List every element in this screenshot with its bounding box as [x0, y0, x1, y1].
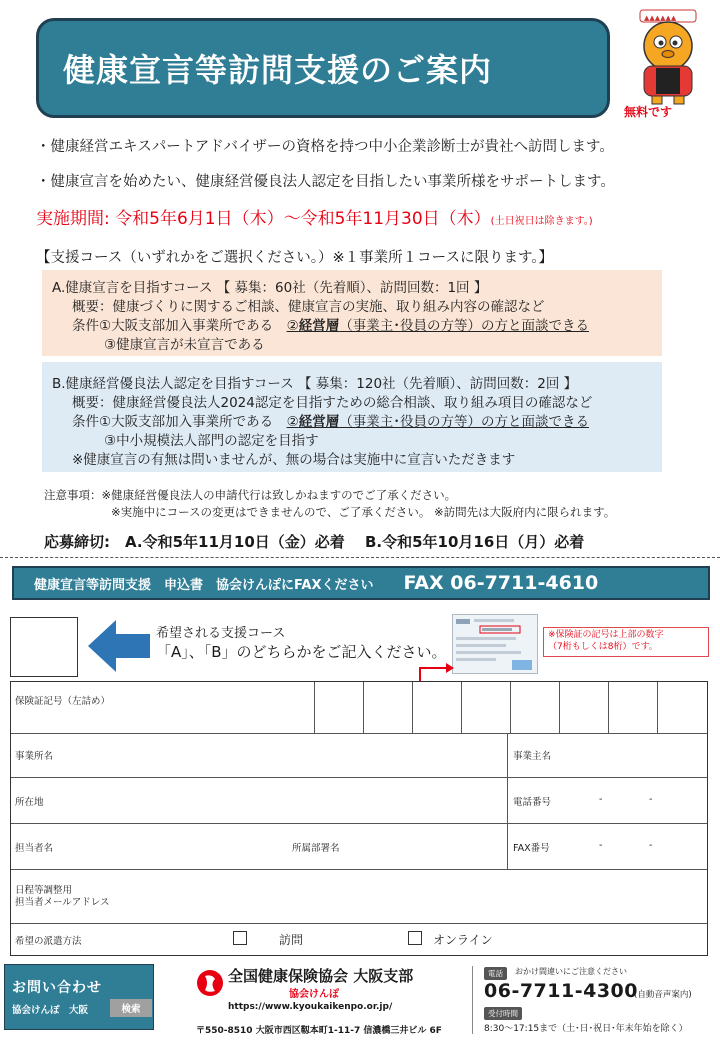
inquiry-badge	[4, 964, 154, 1030]
hours-tag: 受付時間	[484, 1007, 522, 1020]
cut-line	[0, 557, 720, 558]
notes-line-2: ※実施中にコースの変更はできませんので、ご了承ください。 ※訪問先は大阪府内に限られます。	[111, 505, 616, 519]
email-input[interactable]	[131, 870, 707, 922]
course-b-cond2	[287, 414, 589, 430]
org-address: 〒550-8510 大阪市西区靱本町1-11-7 信濃橋三井ビル 6F	[196, 1026, 442, 1036]
search-button[interactable]: 検索	[110, 999, 152, 1017]
arrow-left-icon	[88, 618, 150, 674]
dispatch-method-label: 希望の派遣方法	[15, 936, 82, 947]
card-note	[543, 627, 709, 657]
tel-number[interactable]: 06-7711-4300	[484, 980, 638, 1002]
free-label: 無料です	[624, 105, 673, 119]
application-form	[10, 681, 708, 956]
card-note-line-1: ※保険証の記号は上部の数字	[548, 630, 664, 640]
course-a-overview: 概要：健康づくりに関するご相談、健康宣言の実施、取り組み内容の確認など	[72, 299, 545, 315]
phone-label: 電話番号	[513, 797, 552, 808]
course-b-condition-1	[72, 410, 589, 430]
department-input[interactable]	[356, 824, 504, 868]
course-a-title: A.健康宣言を目指すコース 【 募集：60社（先着順）、訪問回数：1回 】	[52, 280, 488, 296]
visit-checkbox[interactable]	[233, 931, 247, 945]
search-keyword: 協会けんぽ 大阪	[12, 1005, 89, 1016]
online-label: オンライン	[433, 933, 493, 947]
svg-text:▲▲▲▲▲▲: ▲▲▲▲▲▲	[644, 14, 677, 22]
fax-banner	[12, 566, 710, 600]
insurance-card-image	[452, 614, 538, 674]
course-a-cond2	[287, 318, 589, 334]
fax-number: FAX 06-7711-4610	[403, 572, 599, 594]
choice-hint-1: 希望される支援コース	[156, 626, 286, 641]
cell-divider	[507, 777, 508, 869]
course-a-cond2-num: ②	[286, 318, 299, 334]
course-a-condition-1	[72, 314, 589, 334]
card-note-line-2: （7桁もしくは8桁）です。	[548, 641, 658, 652]
bullet-2: ・健康宣言を始めたい、健康経営優良法人認定を目指したい事業所様をサポートします。	[36, 174, 615, 190]
row-divider	[11, 923, 707, 924]
owner-name-input[interactable]	[571, 734, 707, 776]
phone-dash-2: -	[649, 794, 653, 805]
course-b-condition-3: ③中小規模法人部門の認定を目指す	[104, 433, 319, 449]
visit-label: 訪問	[279, 933, 304, 947]
course-a-cond2-bold: 経営層	[298, 318, 340, 334]
org-subname: 協会けんぽ	[289, 989, 339, 1000]
course-a-cond1-prefix: 条件①大阪支部加入事業所である	[72, 318, 274, 334]
application-deadline: 応募締切: A.令和5年11月10日（金）必着 B.令和5年10月16日（月）必着	[44, 533, 585, 551]
inquiry-title: お問い合わせ	[12, 980, 102, 996]
fax-label: FAX番号	[513, 843, 550, 854]
tel-note: おかけ間違いにご注意ください	[515, 967, 627, 976]
org-url[interactable]: https://www.kyoukaikenpo.or.jp/	[228, 1002, 393, 1012]
course-a-condition-3: ③健康宣言が未宣言である	[104, 337, 265, 353]
course-b-cond2-rest: （事業主･役員の方等）の方と面談できる	[339, 414, 589, 430]
course-b-overview: 概要：健康経営優良法人2024認定を目指すための総合相談、取り組み項目の確認など	[72, 395, 593, 411]
course-b-cond2-num: ②	[286, 414, 299, 430]
cell-divider	[507, 733, 508, 777]
bullet-1: ・健康経営エキスパートアドバイザーの資格を持つ中小企業診断士が貴社へ訪問します。	[36, 139, 614, 155]
kenpo-logo-icon	[196, 968, 224, 998]
choice-hint-2: 「A」、「B」のどちらかをご記入ください。	[156, 643, 447, 661]
course-b-cond2-bold: 経営層	[298, 414, 340, 430]
contact-person-label: 担当者名	[15, 843, 54, 854]
course-b-title: B.健康経営優良法人認定を目指すコース 【 募集：120社（先着順）、訪問回数：2回 】	[52, 376, 578, 392]
business-name-input[interactable]	[81, 734, 501, 776]
implementation-period	[36, 204, 593, 229]
fax-dash-2: -	[649, 840, 653, 851]
fax-input[interactable]	[571, 824, 707, 868]
online-checkbox[interactable]	[408, 931, 422, 945]
period-text: 実施期間: 令和5年6月1日（木）～令和5年11月30日（木）	[36, 209, 491, 229]
owner-name-label: 事業主名	[513, 751, 552, 762]
course-choice-input[interactable]	[10, 617, 78, 677]
contact-person-input[interactable]	[81, 824, 281, 868]
course-b-cond1-prefix: 条件①大阪支部加入事業所である	[72, 414, 274, 430]
business-name-label: 事業所名	[15, 751, 54, 762]
fax-banner-title: 健康宣言等訪問支援 申込書 協会けんぽにFAXください	[34, 577, 374, 593]
footer-divider	[472, 966, 473, 1034]
course-heading: 【支援コース（いずれかをご選択ください。）※１事業所１コースに限ります。】	[36, 250, 554, 266]
course-a-cond2-rest: （事業主･役員の方等）の方と面談できる	[339, 318, 589, 334]
notes-line-1: 注意事項：※健康経営優良法人の申請代行は致しかねますのでご了承ください。	[44, 488, 457, 502]
org-name: 全国健康保険協会 大阪支部	[228, 967, 414, 985]
fax-dash-1: -	[599, 840, 603, 851]
email-label: 担当者メールアドレス	[15, 897, 110, 908]
phone-input[interactable]	[571, 778, 707, 822]
course-b-note: ※健康宣言の有無は問いませんが、無の場合は実施中に宣言いただきます	[72, 452, 516, 468]
tel-tag: 電話	[484, 967, 507, 980]
reception-hours: 8:30～17:15まで（土･日･祝日･年末年始を除く）	[484, 1024, 688, 1034]
schedule-label: 日程等調整用	[15, 885, 73, 896]
page-title: 健康宣言等訪問支援のご案内	[63, 51, 493, 89]
phone-dash-1: -	[599, 794, 603, 805]
period-note: (土日祝日は除きます。)	[490, 216, 593, 227]
pointer-arrow-icon	[416, 656, 456, 684]
insurance-symbol-input[interactable]	[315, 683, 708, 732]
insurance-symbol-label: 保険証記号（左詰め）	[15, 696, 111, 707]
address-label: 所在地	[15, 797, 44, 808]
department-label: 所属部署名	[292, 843, 340, 854]
address-input[interactable]	[81, 778, 501, 822]
tel-auto-note: (自動音声案内)	[634, 990, 692, 1000]
title-banner	[36, 18, 610, 118]
